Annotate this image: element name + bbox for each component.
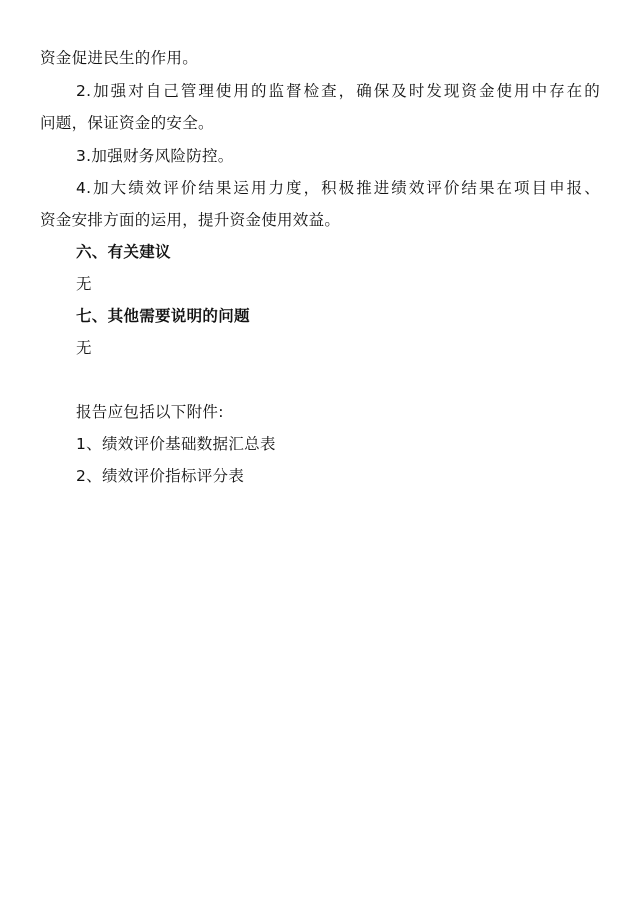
section-7-heading: 七、其他需要说明的问题 [76, 307, 250, 325]
attachments-intro: 报告应包括以下附件: [76, 403, 224, 421]
paragraph-2-line-2: 问题，保证资金的安全。 [40, 114, 214, 132]
section-7-body: 无 [76, 339, 92, 357]
paragraph-3-line-1: 3.加强财务风险防控。 [76, 147, 234, 165]
attachment-item-1: 1、绩效评价基础数据汇总表 [76, 435, 276, 453]
attachment-item-2: 2、绩效评价指标评分表 [76, 467, 245, 485]
paragraph-4-line-1: 4.加大绩效评价结果运用力度，积极推进绩效评价结果在项目申报、 [76, 179, 600, 197]
section-6-body: 无 [76, 275, 92, 293]
paragraph-2-line-1: 2.加强对自己管理使用的监督检查，确保及时发现资金使用中存在的 [76, 82, 600, 100]
paragraph-4-line-2: 资金安排方面的运用，提升资金使用效益。 [40, 211, 341, 229]
section-6-heading: 六、有关建议 [76, 243, 171, 261]
paragraph-1-line-1: 资金促进民生的作用。 [40, 49, 199, 67]
